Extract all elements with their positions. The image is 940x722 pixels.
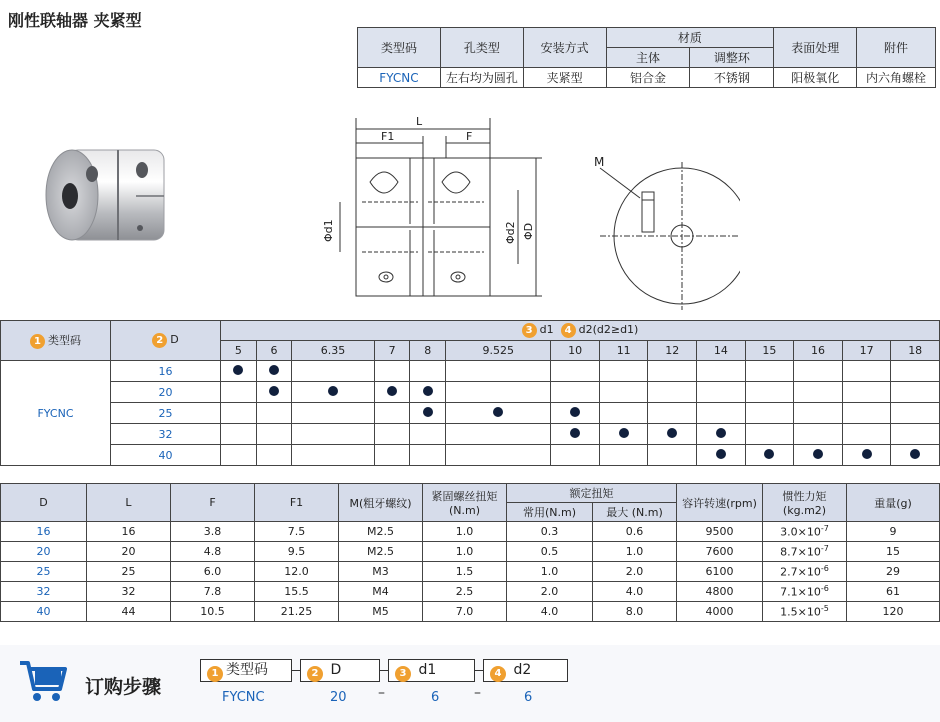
available-dot-icon — [269, 365, 279, 375]
badge-3: 3 — [522, 323, 537, 338]
sel-cell — [410, 424, 446, 445]
sel-cell — [745, 445, 794, 466]
sel-cell — [551, 361, 600, 382]
available-dot-icon — [423, 386, 433, 396]
sel-d-value: 17 — [842, 341, 891, 361]
available-dot-icon — [269, 386, 279, 396]
order-badge: 4 — [490, 666, 506, 682]
dims-header-inertia-unit: (kg.m2) — [782, 504, 827, 517]
spec-table — [357, 27, 936, 88]
dims-header-inertia — [763, 484, 847, 522]
sel-header-type — [1, 321, 111, 361]
sel-cell — [745, 361, 794, 382]
dims-header: F — [171, 484, 255, 522]
inertia-exponent: -5 — [820, 604, 829, 614]
spec-header-accessory: 附件 — [857, 28, 936, 68]
dims-cell: 61 — [847, 582, 940, 602]
dims-cell: M5 — [339, 602, 423, 622]
sel-D-value: 32 — [111, 424, 221, 445]
sel-d-value: 18 — [891, 341, 940, 361]
dims-row — [1, 522, 940, 542]
order-step-type — [200, 659, 292, 682]
sel-row — [1, 445, 940, 466]
sel-cell — [648, 445, 697, 466]
sel-d-value: 5 — [221, 341, 257, 361]
sel-cell — [410, 361, 446, 382]
dims-cell: 44 — [87, 602, 171, 622]
side-view-drawing — [318, 112, 548, 302]
sel-type-code: FYCNC — [1, 361, 111, 466]
sel-cell — [842, 424, 891, 445]
sel-cell — [446, 382, 551, 403]
available-dot-icon — [716, 428, 726, 438]
dims-cell-inertia — [763, 582, 847, 602]
dims-cell: 25 — [87, 562, 171, 582]
sel-cell — [697, 382, 746, 403]
dims-header: L — [87, 484, 171, 522]
sel-cell — [221, 361, 257, 382]
dims-cell: 16 — [87, 522, 171, 542]
dims-cell: 15.5 — [255, 582, 339, 602]
inertia-exponent: -7 — [820, 544, 829, 554]
sel-cell — [221, 424, 257, 445]
inertia-mantissa: 8.7×10 — [780, 545, 821, 559]
sel-cell — [221, 382, 257, 403]
order-dash: – — [474, 685, 481, 701]
dims-cell: 6.0 — [171, 562, 255, 582]
spec-cell: 阳极氧化 — [774, 68, 857, 88]
sel-cell — [648, 403, 697, 424]
dim-d2: Φd2 — [504, 221, 517, 244]
inertia-exponent: -7 — [820, 524, 829, 534]
sel-cell — [410, 445, 446, 466]
dims-cell: 25 — [1, 562, 87, 582]
available-dot-icon — [570, 428, 580, 438]
dims-cell-inertia — [763, 522, 847, 542]
dims-cell-inertia — [763, 562, 847, 582]
dims-cell: 32 — [87, 582, 171, 602]
dims-header: 重量(g) — [847, 484, 940, 522]
order-section — [0, 645, 940, 722]
sel-cell — [891, 445, 940, 466]
sel-d-value: 6.35 — [292, 341, 375, 361]
order-title: 订购步骤 — [85, 676, 162, 698]
sel-row — [1, 403, 940, 424]
available-dot-icon — [493, 407, 503, 417]
dims-cell: 9500 — [677, 522, 763, 542]
sel-cell — [842, 361, 891, 382]
sel-cell — [374, 424, 410, 445]
dims-cell: 21.25 — [255, 602, 339, 622]
spec-header-body: 主体 — [606, 48, 690, 68]
sel-d-value: 9.525 — [446, 341, 551, 361]
dims-cell: 0.5 — [507, 542, 593, 562]
sel-header-d — [221, 321, 940, 341]
dims-cell: 9.5 — [255, 542, 339, 562]
sel-d-value: 12 — [648, 341, 697, 361]
sel-cell — [410, 403, 446, 424]
sel-cell — [697, 361, 746, 382]
spec-header-hole: 孔类型 — [440, 28, 523, 68]
inertia-mantissa: 7.1×10 — [780, 585, 821, 599]
dims-cell: 0.6 — [593, 522, 677, 542]
available-dot-icon — [862, 449, 872, 459]
dims-cell: 32 — [1, 582, 87, 602]
sel-d-value: 15 — [745, 341, 794, 361]
order-step-label: D — [330, 662, 342, 678]
sel-cell — [648, 424, 697, 445]
available-dot-icon — [813, 449, 823, 459]
sel-cell — [745, 403, 794, 424]
sel-cell — [374, 382, 410, 403]
sel-cell — [410, 382, 446, 403]
sel-cell — [891, 403, 940, 424]
sel-cell — [745, 424, 794, 445]
dims-cell: 4000 — [677, 602, 763, 622]
available-dot-icon — [764, 449, 774, 459]
sel-cell — [648, 382, 697, 403]
dims-cell: 8.0 — [593, 602, 677, 622]
sel-cell — [891, 382, 940, 403]
dims-cell: 7600 — [677, 542, 763, 562]
sel-cell — [891, 424, 940, 445]
connector — [380, 670, 388, 671]
connector — [475, 670, 483, 671]
spec-cell: 左右均为圆孔 — [440, 68, 523, 88]
dims-row — [1, 542, 940, 562]
inertia-mantissa: 1.5×10 — [780, 605, 821, 619]
spec-cell: 铝合金 — [606, 68, 690, 88]
sel-cell — [842, 382, 891, 403]
cart-icon — [18, 657, 68, 705]
order-badge: 2 — [307, 666, 323, 682]
selection-table — [0, 320, 940, 466]
dims-header: D — [1, 484, 87, 522]
sel-D-value: 40 — [111, 445, 221, 466]
spec-header-material: 材质 — [606, 28, 774, 48]
dims-cell: 7.0 — [423, 602, 507, 622]
dims-cell: 1.0 — [423, 542, 507, 562]
dims-cell: 20 — [1, 542, 87, 562]
sel-d-value: 10 — [551, 341, 600, 361]
sel-cell — [794, 361, 843, 382]
dim-D: ΦD — [522, 222, 535, 240]
available-dot-icon — [910, 449, 920, 459]
sel-cell — [599, 424, 648, 445]
sel-cell — [745, 382, 794, 403]
dims-cell-inertia — [763, 542, 847, 562]
sel-D-value: 20 — [111, 382, 221, 403]
sel-cell — [697, 445, 746, 466]
dims-cell: 4.0 — [507, 602, 593, 622]
spec-cell: FYCNC — [358, 68, 441, 88]
sel-row — [1, 424, 940, 445]
available-dot-icon — [619, 428, 629, 438]
dims-cell: M2.5 — [339, 542, 423, 562]
dim-F: F — [466, 130, 473, 143]
spec-cell: 内六角螺栓 — [857, 68, 936, 88]
dims-cell: 7.5 — [255, 522, 339, 542]
available-dot-icon — [233, 365, 243, 375]
dims-cell: 15 — [847, 542, 940, 562]
sel-D-value: 25 — [111, 403, 221, 424]
sel-cell — [551, 382, 600, 403]
dims-cell: 0.3 — [507, 522, 593, 542]
sel-cell — [551, 445, 600, 466]
sel-cell — [374, 403, 410, 424]
dims-row — [1, 582, 940, 602]
product-photo — [40, 140, 180, 250]
dim-L: L — [416, 115, 423, 128]
order-badge: 3 — [395, 666, 411, 682]
sel-cell — [446, 361, 551, 382]
sel-d-value: 8 — [410, 341, 446, 361]
order-step-label: 类型码 — [226, 662, 268, 678]
available-dot-icon — [328, 386, 338, 396]
dims-cell: 1.5 — [423, 562, 507, 582]
sel-cell — [374, 445, 410, 466]
sel-cell — [446, 403, 551, 424]
order-step-d1 — [388, 659, 475, 682]
dims-cell: 7.8 — [171, 582, 255, 602]
dim-d1: Φd1 — [322, 219, 335, 242]
dims-cell: 9 — [847, 522, 940, 542]
inertia-exponent: -6 — [820, 584, 829, 594]
dims-header-torque-label: 紧固螺丝扭矩 — [431, 490, 498, 503]
dims-header-torque — [423, 484, 507, 522]
order-step-label: d1 — [418, 662, 437, 678]
spec-cell: 夹紧型 — [523, 68, 606, 88]
sel-header-D-label: D — [170, 333, 179, 346]
dims-cell: 2.0 — [507, 582, 593, 602]
dims-header-inertia-label: 惯性力矩 — [782, 490, 827, 503]
spec-header-type: 类型码 — [358, 28, 441, 68]
order-value-D: 20 — [330, 690, 347, 705]
dims-cell: M4 — [339, 582, 423, 602]
order-dash: – — [378, 685, 385, 701]
sel-cell — [842, 403, 891, 424]
dims-header-rated-normal: 常用(N.m) — [507, 503, 593, 522]
dims-cell: 4.8 — [171, 542, 255, 562]
connector — [292, 670, 300, 671]
dim-F1: F1 — [381, 130, 395, 143]
sel-cell — [794, 403, 843, 424]
order-value-d1: 6 — [431, 690, 440, 705]
sel-cell — [599, 445, 648, 466]
dims-cell: 1.0 — [593, 542, 677, 562]
dims-cell: 3.8 — [171, 522, 255, 542]
badge-4: 4 — [561, 323, 576, 338]
sel-cell — [256, 382, 292, 403]
sel-cell — [292, 424, 375, 445]
dims-cell: 4800 — [677, 582, 763, 602]
sel-d-value: 6 — [256, 341, 292, 361]
available-dot-icon — [423, 407, 433, 417]
sel-cell — [599, 361, 648, 382]
sel-cell — [794, 424, 843, 445]
sel-cell — [292, 382, 375, 403]
sel-cell — [256, 361, 292, 382]
inertia-exponent: -6 — [820, 564, 829, 574]
dims-row — [1, 562, 940, 582]
sel-d-value: 11 — [599, 341, 648, 361]
dims-cell: 6100 — [677, 562, 763, 582]
dims-cell: 20 — [87, 542, 171, 562]
order-value-d2: 6 — [524, 690, 533, 705]
dims-cell: 2.5 — [423, 582, 507, 602]
dims-cell: 2.0 — [593, 562, 677, 582]
sel-row — [1, 382, 940, 403]
order-badge: 1 — [207, 666, 223, 682]
sel-cell — [221, 445, 257, 466]
sel-cell — [697, 403, 746, 424]
sel-cell — [446, 445, 551, 466]
available-dot-icon — [387, 386, 397, 396]
dimensions-table — [0, 483, 940, 622]
dims-cell: 29 — [847, 562, 940, 582]
sel-cell — [256, 403, 292, 424]
sel-cell — [551, 403, 600, 424]
sel-cell — [648, 361, 697, 382]
sel-cell — [697, 424, 746, 445]
dims-cell: 12.0 — [255, 562, 339, 582]
dims-cell: 1.0 — [507, 562, 593, 582]
end-view-drawing — [590, 150, 740, 310]
dims-header: M(粗牙螺纹) — [339, 484, 423, 522]
dims-row — [1, 602, 940, 622]
dims-cell: M3 — [339, 562, 423, 582]
sel-row — [1, 361, 940, 382]
badge-2: 2 — [152, 333, 167, 348]
sel-cell — [292, 445, 375, 466]
sel-header-D — [111, 321, 221, 361]
sel-d-value: 16 — [794, 341, 843, 361]
dims-cell: 4.0 — [593, 582, 677, 602]
sel-cell — [842, 445, 891, 466]
sel-cell — [599, 403, 648, 424]
available-dot-icon — [570, 407, 580, 417]
sel-D-value: 16 — [111, 361, 221, 382]
dims-header-rated-max: 最大 (N.m) — [593, 503, 677, 522]
dims-header: 容许转速(rpm) — [677, 484, 763, 522]
dims-cell: 1.0 — [423, 522, 507, 542]
available-dot-icon — [667, 428, 677, 438]
sel-d-value: 7 — [374, 341, 410, 361]
sel-header-d2-label: d2(d2≥d1) — [578, 323, 639, 336]
page-title: 刚性联轴器 夹紧型 — [8, 11, 142, 30]
inertia-mantissa: 2.7×10 — [780, 565, 821, 579]
dims-cell: 120 — [847, 602, 940, 622]
badge-1: 1 — [30, 334, 45, 349]
dims-cell: M2.5 — [339, 522, 423, 542]
dims-header: 额定扭矩 — [507, 484, 677, 503]
order-step-D — [300, 659, 380, 682]
sel-cell — [599, 382, 648, 403]
sel-cell — [446, 424, 551, 445]
sel-cell — [794, 382, 843, 403]
sel-cell — [374, 361, 410, 382]
available-dot-icon — [716, 449, 726, 459]
dims-cell: 40 — [1, 602, 87, 622]
spec-header-finish: 表面处理 — [774, 28, 857, 68]
sel-cell — [794, 445, 843, 466]
dims-header-torque-unit: (N.m) — [448, 504, 481, 517]
sel-cell — [292, 403, 375, 424]
order-step-label: d2 — [513, 662, 532, 678]
sel-cell — [256, 424, 292, 445]
dims-cell: 16 — [1, 522, 87, 542]
sel-cell — [221, 403, 257, 424]
dims-cell-inertia — [763, 602, 847, 622]
sel-cell — [551, 424, 600, 445]
dims-header: F1 — [255, 484, 339, 522]
dims-cell: 10.5 — [171, 602, 255, 622]
sel-d-value: 14 — [697, 341, 746, 361]
spec-cell: 不锈钢 — [690, 68, 774, 88]
order-step-d2 — [483, 659, 568, 682]
spec-header-ring: 调整环 — [690, 48, 774, 68]
order-value-type: FYCNC — [222, 690, 265, 705]
sel-cell — [292, 361, 375, 382]
sel-cell — [256, 445, 292, 466]
inertia-mantissa: 3.0×10 — [780, 525, 821, 539]
sel-cell — [891, 361, 940, 382]
spec-header-mount: 安装方式 — [523, 28, 606, 68]
sel-header-type-label: 类型码 — [48, 334, 81, 347]
dim-M: M — [594, 155, 605, 169]
sel-header-d1-label: d1 — [539, 323, 554, 336]
